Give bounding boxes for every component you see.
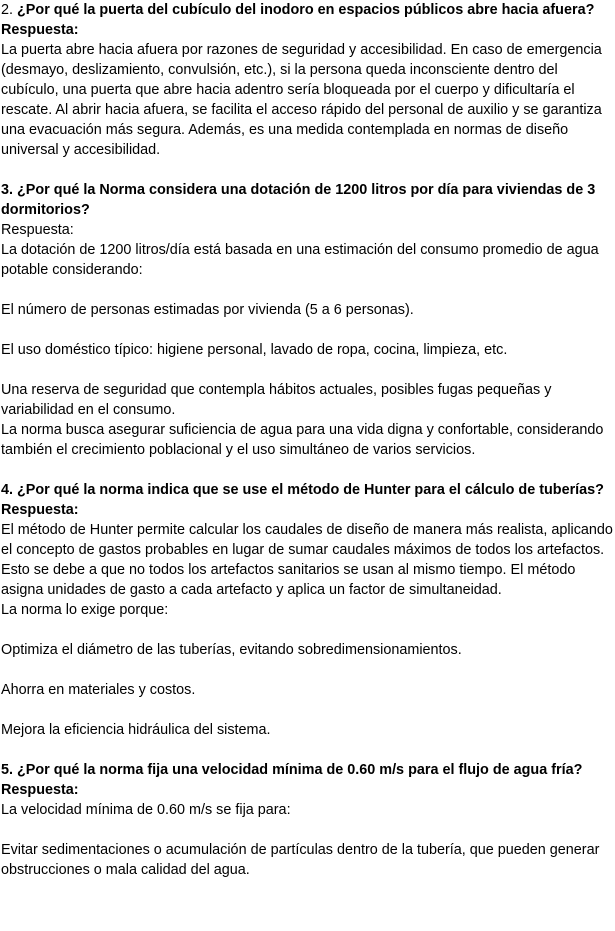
answer-label: Respuesta: — [1, 22, 79, 38]
list-item: El uso doméstico típico: higiene personal, lavado de ropa, cocina, limpieza, etc. — [1, 342, 508, 358]
question-4-heading: 4. ¿Por qué la norma indica que se use el método de Hunter para el cálculo de tuberías? — [1, 482, 604, 498]
question-2-number: 2. — [1, 2, 14, 18]
answer-text: La velocidad mínima de 0.60 m/s se fija para: — [1, 802, 291, 818]
question-2 — [1, 0, 613, 20]
answer-label: Respuesta: — [1, 502, 79, 518]
answer-text: La norma lo exige porque: — [1, 602, 169, 618]
list-item: Optimiza el diámetro de las tuberías, evitando sobredimensionamientos. — [1, 642, 462, 658]
answer-text: La puerta abre hacia afuera por razones de seguridad y accesibilidad. En caso de emergencia (desmayo, deslizamiento, convulsión, etc.), si la persona queda inconsciente dentro del cubículo, una puerta que abre hacia adentro sería bloqueada por el cuerpo y dificultaría el rescate. Al abrir hacia afuera, se facilita el acceso rápido del personal de auxilio y se garantiza una evacuación más segura. Además, es una medida contemplada en normas de diseño universal y accesibilidad. — [1, 42, 602, 158]
answer-text: El método de Hunter permite calcular los caudales de diseño de manera más realista, aplicando el concepto de gastos probables en lugar de sumar caudales máximos de todos los artefactos. Esto se debe a que no todos los artefactos sanitarios se usan al mismo tiempo. El método asigna unidades de gasto a cada artefacto y aplica un factor de simultaneidad. — [1, 522, 613, 598]
list-item: El número de personas estimadas por vivienda (5 a 6 personas). — [1, 302, 414, 318]
question-5-heading: 5. ¿Por qué la norma fija una velocidad mínima de 0.60 m/s para el flujo de agua fría? — [1, 762, 583, 778]
list-item: Ahorra en materiales y costos. — [1, 682, 196, 698]
list-item: Una reserva de seguridad que contempla hábitos actuales, posibles fugas pequeñas y variabilidad en el consumo. — [1, 382, 552, 418]
question-2-text: ¿Por qué la puerta del cubículo del inodoro en espacios públicos abre hacia afuera? — [17, 2, 595, 18]
question-3-heading: 3. ¿Por qué la Norma considera una dotación de 1200 litros por día para viviendas de 3 dormitorios? — [1, 182, 596, 218]
answer-text: La dotación de 1200 litros/día está basada en una estimación del consumo promedio de agua potable considerando: — [1, 242, 599, 278]
list-item: Mejora la eficiencia hidráulica del sistema. — [1, 722, 271, 738]
answer-label: Respuesta: — [1, 222, 74, 238]
answer-text: La norma busca asegurar suficiencia de agua para una vida digna y confortable, considerando también el crecimiento poblacional y el uso simultáneo de varios servicios. — [1, 422, 604, 458]
answer-label: Respuesta: — [1, 782, 79, 798]
list-item: Evitar sedimentaciones o acumulación de partículas dentro de la tubería, que pueden generar obstrucciones o mala calidad del agua. — [1, 842, 600, 878]
